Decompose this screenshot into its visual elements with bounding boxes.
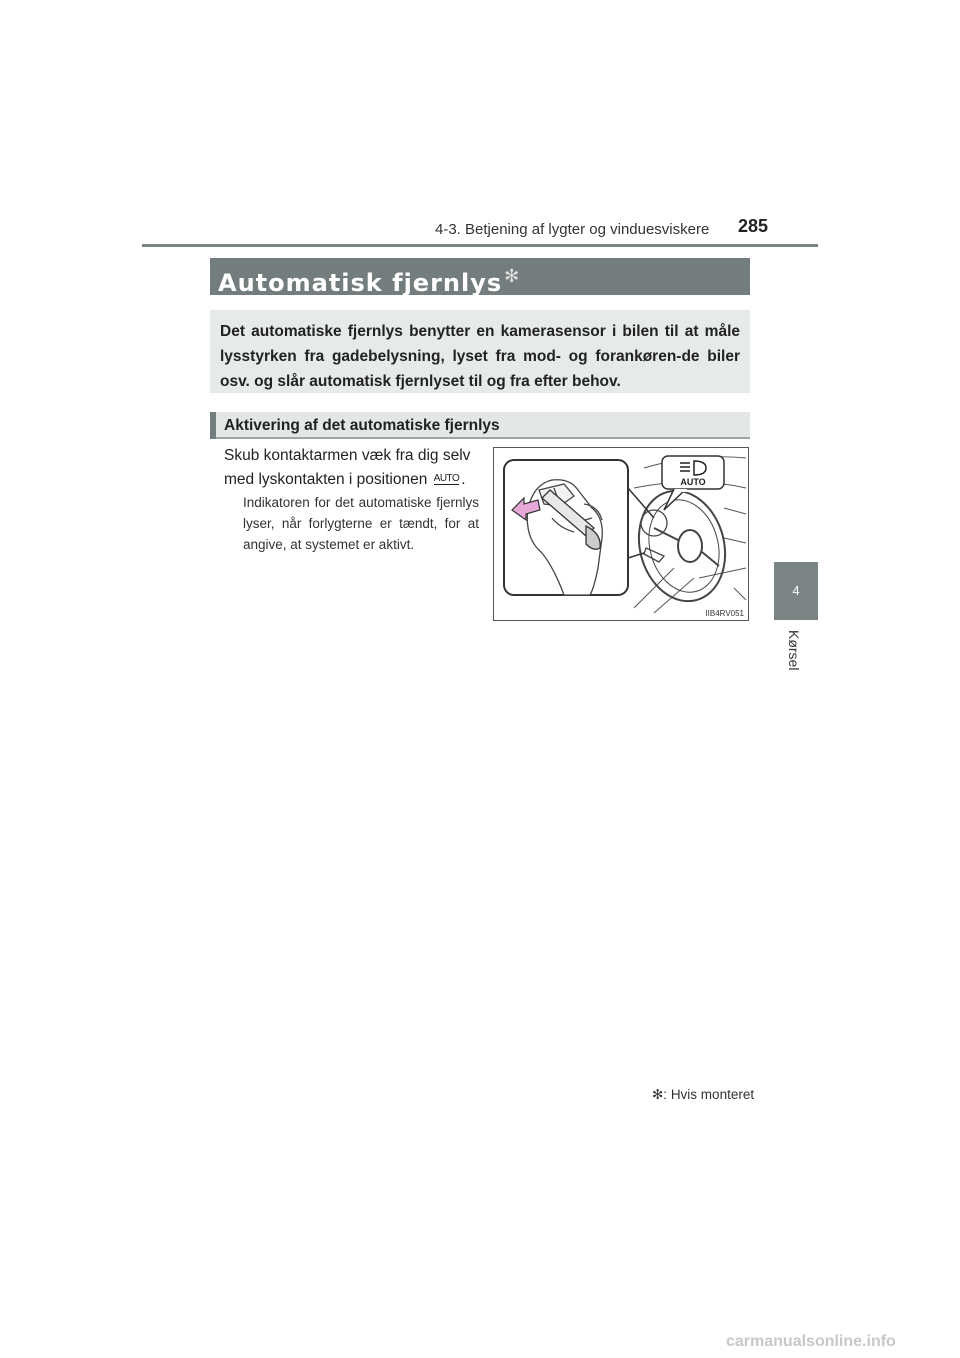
instruction-text [224,444,482,492]
intro-box: Det automatiske fjernlys benytter en kamerasensor i bilen til at måle lysstyrken fra gadebelysning, lyset fra mod- og forankøren-de biler osv. og slår automatisk fjernlyset til og fra efter behov. [210,310,750,393]
section-title [210,258,750,295]
header-divider [142,244,818,247]
chapter-tab: 4 [774,562,818,620]
lever-illustration-drawing [494,448,748,620]
watermark: carmanualsonline.info [726,1333,896,1350]
page-number: 285 [738,216,769,236]
instruction-text-main: Skub kontaktarmen væk fra dig selv med lyskontakten i positionen [224,447,471,488]
instruction-text-end: . [461,471,466,488]
chapter-tab-label: Kørsel [786,630,802,671]
section-title-text: Automatisk fjernlys [218,269,503,297]
chapter-header: 4-3. Betjening af lygter og vinduesviskere [435,221,710,238]
figure-code: IIB4RV051 [705,609,744,618]
auto-position-symbol: AUTO [433,473,460,485]
footnote: ✻: Hvis monteret [652,1087,755,1102]
optional-equipment-marker: ✻ [504,266,521,287]
illustration-lever [493,447,749,621]
subsection-heading: Aktivering af det automatiske fjernlys [210,412,750,439]
auto-indicator-label: AUTO [680,477,706,487]
indicator-note: Indikatoren for det automatiske fjernlys lyser, når forlygterne er tændt, for at angive, at systemet er aktivt. [243,495,479,552]
